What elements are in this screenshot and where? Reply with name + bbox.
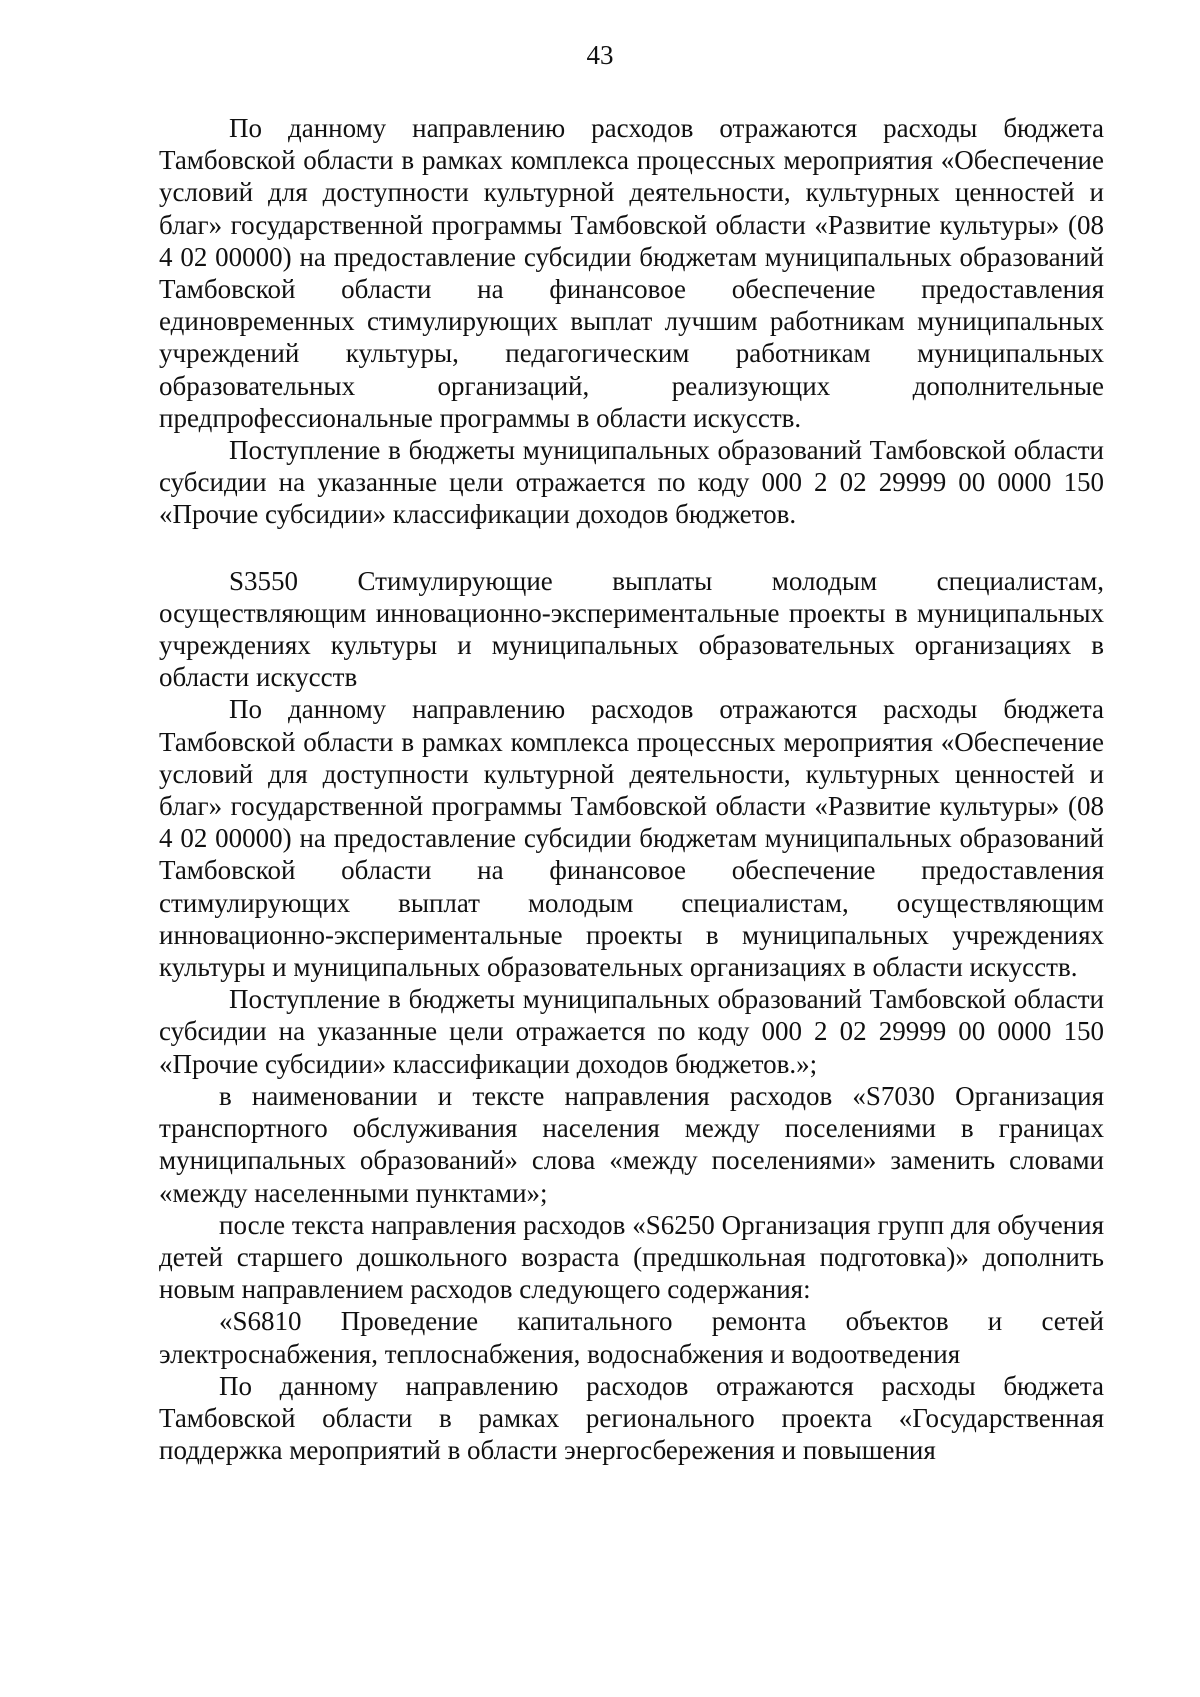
paragraph-expense-description-2: По данному направлению расходов отражаются расходы бюджета Тамбовской области в рамках комплекса процессных мероприятия «Обеспечение условий для доступности культурной деятельности, культурных ценностей и благ» государственной программы Тамбовской области «Развитие культуры» (08 4 02 00000) на предоставление субсидии бюджетам муниципальных образований Тамбовской области на финансовое обеспечение предоставления стимулирующих выплат молодым специалистам, осуществляющим инновационно-экспериментальные проекты в муниципальных учреждениях культуры и муниципальных образовательных организациях в области искусств. <box>159 694 1104 983</box>
paragraph-amendment-s6250: после текста направления расходов «S6250 Организация групп для обучения детей старшего дошкольного возраста (предшкольная подготовка)» дополнить новым направлением расходов следующего содержания: <box>159 1209 1104 1305</box>
page-number: 43 <box>586 40 614 70</box>
paragraph-expense-description-3: По данному направлению расходов отражаются расходы бюджета Тамбовской области в рамках регионального проекта «Государственная поддержка мероприятий в области энергосбережения и повышения <box>159 1370 1104 1466</box>
paragraph-amendment-s7030: в наименовании и тексте направления расходов «S7030 Организация транспортного обслуживания населения между поселениями в границах муниципальных образований» слова «между поселениями» заменить словами «между населенными пунктами»; <box>159 1080 1104 1208</box>
paragraph-heading-s6810: «S6810 Проведение капитального ремонта объектов и сетей электроснабжения, теплоснабжения, водоснабжения и водоотведения <box>159 1306 1104 1369</box>
paragraph-expense-description-1: По данному направлению расходов отражаются расходы бюджета Тамбовской области в рамках комплекса процессных мероприятия «Обеспечение условий для доступности культурной деятельности, культурных ценностей и благ» государственной программы Тамбовской области «Развитие культуры» (08 4 02 00000) на предоставление субсидии бюджетам муниципальных образований Тамбовской области на финансовое обеспечение предоставления единовременных стимулирующих выплат лучшим работникам муниципальных учреждений культуры, педагогическим работникам муниципальных образовательных организаций, реализующих дополнительные предпрофессиональные программы в области искусств. <box>159 113 1104 433</box>
document-body <box>159 112 1104 1466</box>
paragraph-heading-s3550: S3550 Стимулирующие выплаты молодым специалистам, осуществляющим инновационно-экспериментальные проекты в муниципальных учреждениях культуры и муниципальных образовательных организациях в области искусств <box>159 565 1104 693</box>
paragraph-income-code-2: Поступление в бюджеты муниципальных образований Тамбовской области субсидии на указанные цели отражается по коду 000 2 02 29999 00 0000 150 «Прочие субсидии» классификации доходов бюджетов.»; <box>159 984 1104 1079</box>
paragraph-income-code-1: Поступление в бюджеты муниципальных образований Тамбовской области субсидии на указанные цели отражается по коду 000 2 02 29999 00 0000 150 «Прочие субсидии» классификации доходов бюджетов. <box>159 435 1104 530</box>
